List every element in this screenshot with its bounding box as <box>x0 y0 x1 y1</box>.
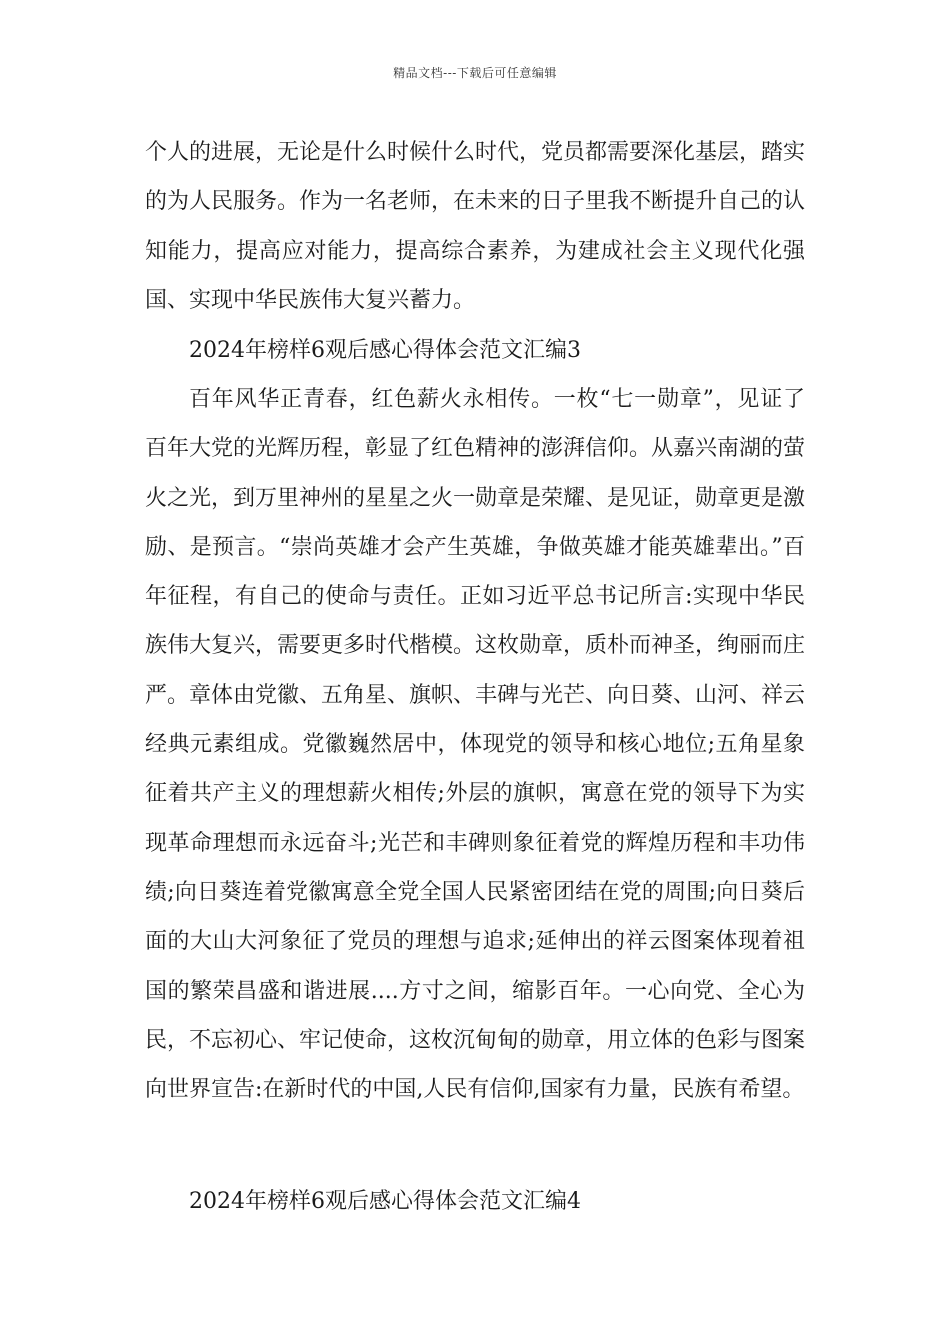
body-block-heading-3 <box>145 326 805 375</box>
paragraph-essay-3: 百年风华正青春，红色薪火永相传。一枚“七一勋章”，见证了百年大党的光辉历程，彰显了红色精神的澎湃信仰。从嘉兴南湖的萤火之光，到万里神州的星星之火一勋章是荣耀、是见证，勋章更是激励、是预言。“崇尚英雄才会产生英雄，争做英雄才能英雄辈出。”百年征程，有自己的使命与责任。正如习近平总书记所言:实现中华民族伟大复兴，需要更多时代楷模。这枚勋章，质朴而神圣，绚丽而庄严。章体由党徽、五角星、旗帜、丰碑与光芒、向日葵、山河、祥云经典元素组成。党徽巍然居中，体现党的领导和核心地位;五角星象征着共产主义的理想薪火相传;外层的旗帜，寓意在党的领导下为实现革命理想而永远奋斗;光芒和丰碑则象征着党的辉煌历程和丰功伟绩;向日葵连着党徽寓意全党全国人民紧密团结在党的周围;向日葵后面的大山大河象征了党员的理想与追求;延伸出的祥云图案体现着祖国的繁荣昌盛和谐进展....方寸之间，缩影百年。一心向党、全心为民，不忘初心、牢记使命，这枚沉甸甸的勋章，用立体的色彩与图案向世界宣告:在新时代的中国,人民有信仰,国家有力量，民族有希望。 <box>145 387 806 1103</box>
body-block-continuation <box>145 128 805 325</box>
body-block-essay-3 <box>145 375 805 1114</box>
section-heading-3: 2024年榜样6观后感心得体会范文汇编3 <box>189 338 581 363</box>
section-heading-4: 2024年榜样6观后感心得体会范文汇编4 <box>189 1189 581 1214</box>
body-block-heading-4 <box>145 1177 805 1226</box>
paragraph-continuation: 个人的进展，无论是什么时候什么时代，党员都需要深化基层，踏实的为人民服务。作为一名老师，在未来的日子里我不断提升自己的认知能力，提高应对能力，提高综合素养，为建成社会主义现代化强国、实现中华民族伟大复兴蓄力。 <box>145 140 806 313</box>
page-header: 精品文档---下载后可任意编辑 <box>393 66 557 80</box>
